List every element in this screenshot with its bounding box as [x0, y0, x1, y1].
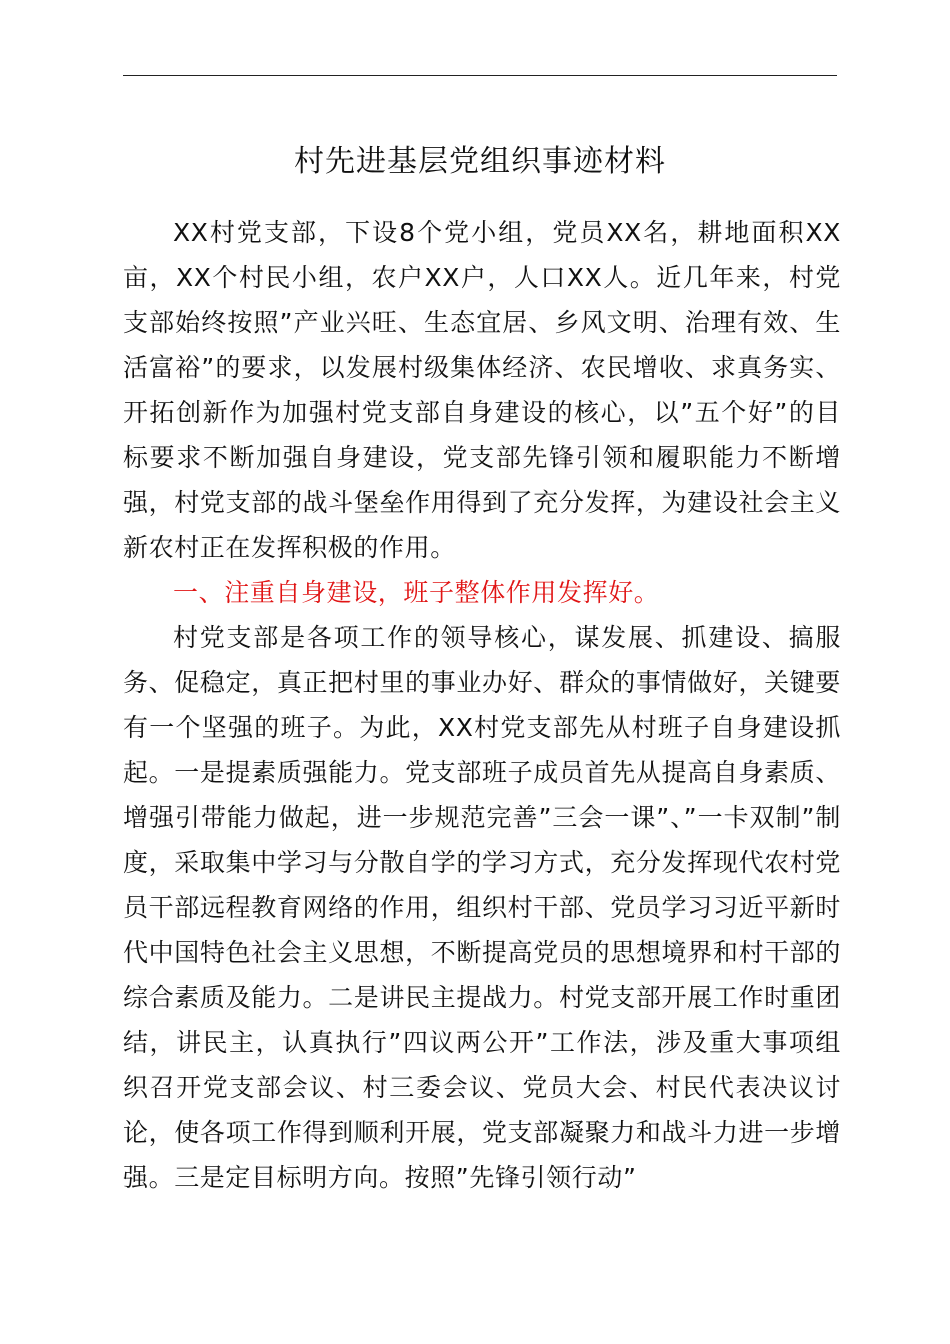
intro-paragraph: XX村党支部，下设8个党小组，党员XX名，耕地面积XX亩，XX个村民小组，农户XX户，人口XX人。近几年来，村党支部始终按照”产业兴旺、生态宜居、乡风文明、治理有效、生活富裕”的要求，以发展村级集体经济、农民增收、求真务实、开拓创新作为加强村党支部自身建设的核心，以”五个好”的目标要求不断加强自身建设，党支部先锋引领和履职能力不断增强，村党支部的战斗堡垒作用得到了充分发挥，为建设社会主义新农村正在发挥积极的作用。 — [123, 218, 841, 562]
document-title: 村先进基层党组织事迹材料 — [294, 144, 666, 179]
header-rule — [123, 75, 837, 76]
document-body — [123, 210, 841, 1200]
section-heading-1: 一、注重自身建设，班子整体作用发挥好。 — [173, 578, 660, 607]
section-1-paragraph: 村党支部是各项工作的领导核心，谋发展、抓建设、搞服务、促稳定，真正把村里的事业办好、群众的事情做好，关键要有一个坚强的班子。为此，XX村党支部先从村班子自身建设抓起。一是提素质强能力。党支部班子成员首先从提高自身素质、增强引带能力做起，进一步规范完善”三会一课”、”一卡双制”制度，采取集中学习与分散自学的学习方式，充分发挥现代农村党员干部远程教育网络的作用，组织村干部、党员学习习近平新时代中国特色社会主义思想，不断提高党员的思想境界和村干部的综合素质及能力。二是讲民主提战力。村党支部开展工作时重团结，讲民主，认真执行”四议两公开”工作法，涉及重大事项组织召开党支部会议、村三委会议、党员大会、村民代表决议讨论，使各项工作得到顺利开展，党支部凝聚力和战斗力进一步增强。三是定目标明方向。按照”先锋引领行动” — [123, 623, 841, 1192]
